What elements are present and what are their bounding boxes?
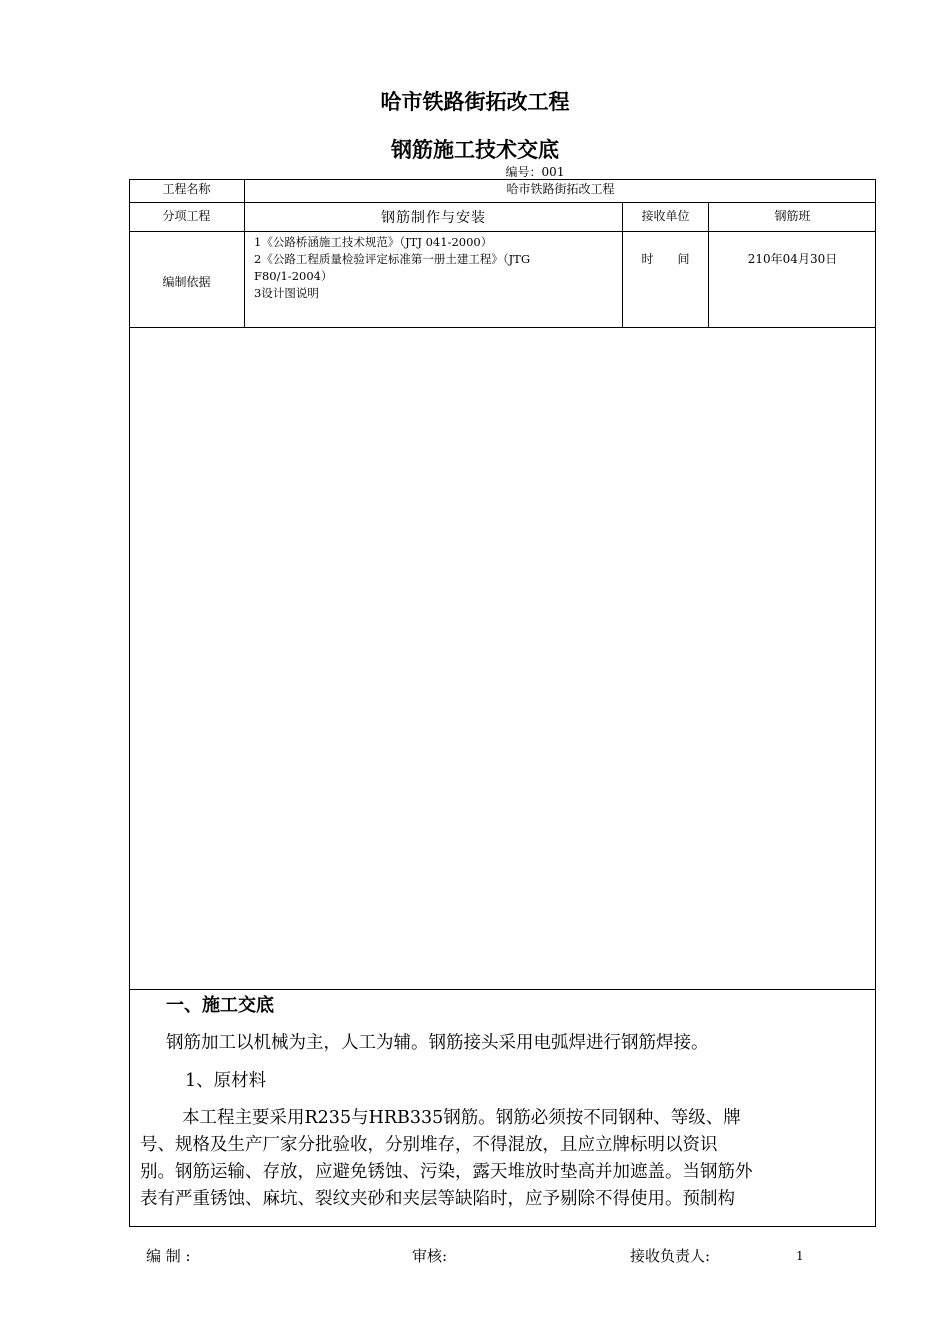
column-divider <box>244 179 245 327</box>
row-divider <box>129 231 876 232</box>
intro-text: 钢筋加工以机械为主，人工为辅。钢筋接头采用电弧焊进行钢筋焊接。 <box>166 1033 709 1053</box>
row-divider <box>129 989 876 990</box>
sub-project-label: 分项工程 <box>162 209 211 223</box>
project-name-label: 工程名称 <box>162 182 211 196</box>
basis-line: F80/1-2004） <box>254 269 333 283</box>
compiled-by-label: 编 制 : <box>146 1247 191 1265</box>
document-number: 编号：001 <box>505 165 565 179</box>
time-value: 210年04月30日 <box>747 252 838 266</box>
time-label: 时 间 <box>641 252 690 266</box>
basis-line: 2《公路工程质量检验评定标准第一册土建工程》（JTG <box>254 252 531 266</box>
basis-line: 1《公路桥涵施工技术规范》（JTJ 041-2000） <box>254 235 493 249</box>
paragraph-line: 表有严重锈蚀、麻坑、裂纹夹砂和夹层等缺陷时，应予剔除不得使用。预制构 <box>140 1189 735 1209</box>
section-heading: 一、施工交底 <box>166 995 274 1016</box>
basis-line: 3设计图说明 <box>254 286 319 300</box>
subheading: 1、原材料 <box>185 1071 267 1091</box>
receiver-label: 接收单位 <box>641 209 690 223</box>
material-paragraph <box>140 1105 870 1213</box>
paragraph-line: 本工程主要采用R235与HRB335钢筋。钢筋必须按不同钢种、等级、牌 <box>182 1108 741 1128</box>
receiver-value: 钢筋班 <box>774 209 811 223</box>
basis-list <box>254 234 620 302</box>
paragraph-line: 号、规格及生产厂家分批验收，分别堆存，不得混放，且应立牌标明以资识 <box>140 1135 718 1155</box>
row-divider <box>129 202 876 203</box>
document-subtitle: 钢筋施工技术交底 <box>391 138 559 162</box>
receiver-person-label: 接收负责人: <box>630 1247 711 1265</box>
reviewed-by-label: 审核: <box>412 1247 448 1265</box>
row-divider <box>129 327 876 328</box>
document-title: 哈市铁路街拓改工程 <box>380 90 570 114</box>
paragraph-line: 别。钢筋运输、存放，应避免锈蚀、污染，露天堆放时垫高并加遮盖。当钢筋外 <box>140 1162 753 1182</box>
project-name-value: 哈市铁路街拓改工程 <box>506 182 615 196</box>
basis-label: 编制依据 <box>162 275 211 289</box>
sub-project-value: 钢筋制作与安装 <box>381 210 486 226</box>
page-number: 1 <box>796 1249 804 1263</box>
